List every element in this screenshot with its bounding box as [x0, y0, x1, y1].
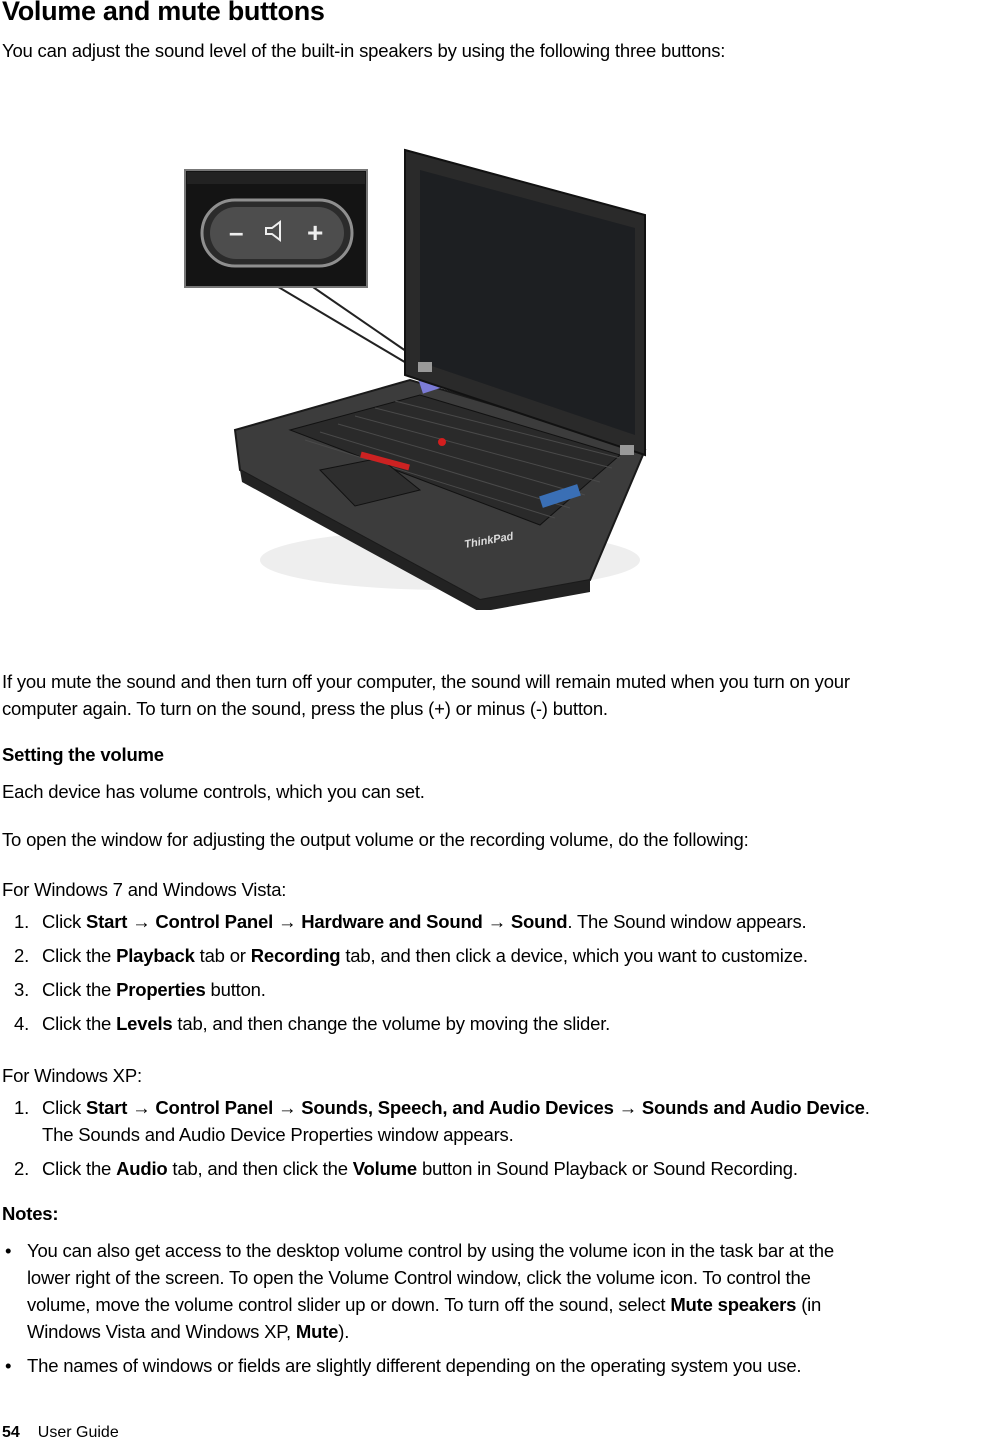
win7-steps: [0, 908, 808, 1044]
win7-step: 4. Click the Levels tab, and then change the volume by moving the slider.: [14, 1013, 611, 1034]
xp-step: 2. Click the Audio tab, and then click the Volume button in Sound Playback or Sound Recording.: [14, 1158, 798, 1179]
note-item: • You can also get access to the desktop volume control by using the volume icon in the task bar at the lower right of the screen. To open the Volume Control window, click the volume icon. To control the volume, move the volume control slider up or down. To turn off the sound, select Mute speakers (in Windows Vista and Windows XP, Mute).: [5, 1240, 834, 1342]
brand-logo: ThinkPad: [463, 530, 515, 551]
volume-up-button: +: [307, 217, 324, 248]
footer-label: User Guide: [37, 1424, 119, 1441]
notes-list: [0, 1237, 992, 1386]
intro-text: You can adjust the sound level of the built-in speakers by using the following three buttons:: [2, 40, 726, 61]
xp-step: 1. Click Start → Control Panel → Sounds, Speech, and Audio Devices → Sounds and Audio Device. The Sounds and Audio Device Properties window appears.: [14, 1097, 870, 1145]
page-title: Volume and mute buttons: [2, 0, 325, 26]
section-paragraph-1: Each device has volume controls, which you can set.: [2, 781, 425, 802]
trackpoint: [438, 438, 446, 446]
xp-steps: [0, 1094, 870, 1189]
section-heading: Setting the volume: [2, 744, 164, 765]
win7-step: 2. Click the Playback tab or Recording tab, and then click a device, which you want to customize.: [14, 945, 808, 966]
page-footer: [2, 1424, 119, 1442]
section-paragraph-2: To open the window for adjusting the output volume or the recording volume, do the following:: [2, 829, 749, 850]
win7-step: 3. Click the Properties button.: [14, 979, 266, 1000]
volume-down-button: –: [229, 217, 244, 247]
win7-heading: For Windows 7 and Windows Vista:: [2, 879, 287, 900]
xp-heading: For Windows XP:: [2, 1065, 142, 1086]
mute-note-line2: computer again. To turn on the sound, press the plus (+) or minus (-) button.: [2, 698, 608, 719]
laptop-illustration: [180, 140, 660, 610]
notes-heading: Notes:: [2, 1203, 59, 1224]
page-number: 54: [2, 1424, 20, 1441]
win7-step: 1. Click Start → Control Panel → Hardware and Sound → Sound. The Sound window appears.: [14, 911, 807, 932]
mute-note-line1: If you mute the sound and then turn off your computer, the sound will remain muted when you turn on your: [2, 671, 850, 692]
note-item: • The names of windows or fields are slightly different depending on the operating system you use.: [5, 1355, 802, 1376]
